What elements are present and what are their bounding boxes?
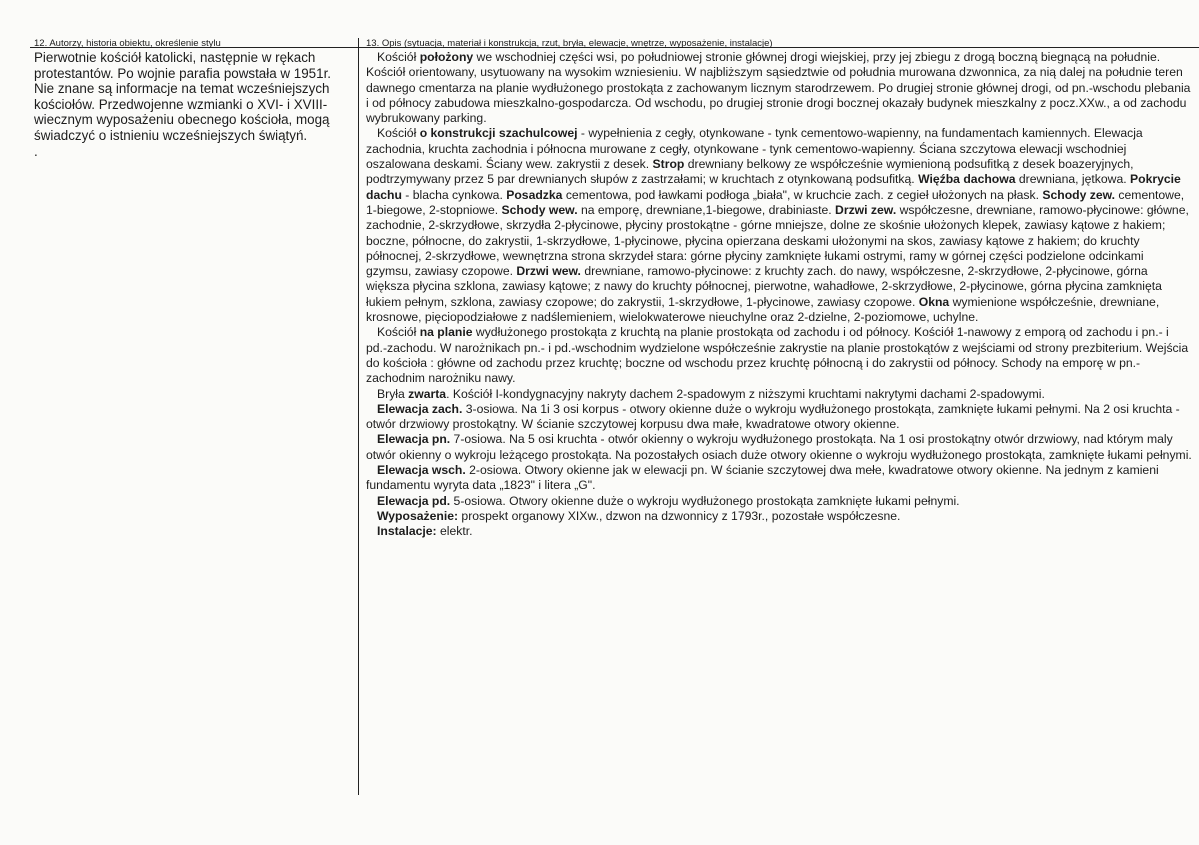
- bold-term: Drzwi zew.: [835, 202, 897, 217]
- history-line: wiecznym wyposażeniu obecnego kościoła, mogą: [34, 112, 330, 128]
- column-divider: [358, 38, 359, 795]
- bold-term: Schody wew.: [501, 202, 578, 217]
- text-run: współczesne, drewniane, ramowo-płycinowe: główne, zachodnie, 2-skrzydłowe, skrzydła 2-płycinowe, płyciny prostokątne - górne mniejsze, dolne ze skośnie ułożonych klepek, zawiasy kątowe z hakiem; boczne, północne, do zakrystii, 1-skrzydłowe, 1-płycinowe, płycina opierzana deskami ułożonymi na skos, zawiasy kątowe z hakiem; do kruchty północnej, 2-skrzydłowe, wewnętrzna strona skrzydeł stara: górne płyciny zamknięte łukami ostrymi, ramy w górnej części podzielone odcinkami gzymsu, zawiasy czopowe.: [366, 202, 1189, 279]
- bold-term: Drzwi wew.: [516, 264, 581, 279]
- text-run: Bryła: [377, 386, 409, 401]
- text-run: na emporę, drewniane,1-biegowe, drabiniaste.: [577, 202, 836, 217]
- text-run: elektr.: [436, 524, 473, 539]
- bold-term: Elewacja zach.: [377, 401, 463, 416]
- section-12-body: [34, 50, 352, 159]
- text-run: 3-osiowa. Na 1i 3 osi korpus - otwory okienne duże o wykroju wydłużonego prostokąta, zamknięte łukami pełnymi. Na 2 osi kruchta - otwór drzwiowy prostokątny. W ścianie szczytowej korpusu dwa małe, kwadratowe otwory okienne.: [366, 401, 1180, 432]
- text-run: - blacha cynkowa.: [401, 187, 507, 202]
- text-run: wydłużonego prostokąta z kruchtą na planie prostokąta od zachodu i od północy. Kościół 1-nawowy z emporą od zachodu i pn.- i pd.-zachodu. W narożnikach pn.- i pd.-wschodnim wydzielone współcześnie zakrystie na planie prostokątów z wejściami od strony prezbiterium. Wejścia do kościoła : główne od zachodu przez kruchtę; boczne od wschodu przez kruchtę północną i do zakrystii od północy. Schody na emporę w pn.-zachodnim narożniku nawy.: [366, 325, 1189, 386]
- history-line: .: [34, 143, 38, 159]
- paragraph-construction: [366, 126, 1192, 325]
- paragraph-massing: [366, 387, 1192, 402]
- history-line: protestantów. Po wojnie parafia powstała w 1951r.: [34, 65, 332, 81]
- text-run: Kościół: [377, 50, 420, 64]
- bold-term: Schody zew.: [1042, 187, 1116, 202]
- text-run: . Kościół I-kondygnacyjny nakryty dachem 2-spadowym z niższymi kruchtami nakrytymi dachami 2-spadowymi.: [446, 386, 1045, 401]
- text-run: - wypełnienia z cegły, otynkowane - tynk cementowo-wapienny, na fundamentach kamiennych. Elewacja zachodnia, kruchta zachodnia i północna murowane z cegły, otynkowane - tynk cementowo-wapienny. Ściana szczytowa elewacji wschodniej oszalowana deskami. Ściany wew. zakrystii z desek.: [366, 126, 1143, 172]
- bold-term: Elewacja pn.: [377, 432, 451, 447]
- text-run: 2-osiowa. Otwory okienne jak w elewacji pn. W ścianie szczytowej dwa mełe, kwadratowe otwory okienne. Na jednym z kamieni fundamentu wyryta data „1823" i litera „G".: [366, 463, 1159, 493]
- bold-term: położony: [419, 50, 474, 64]
- section-13-header: 13. Opis (sytuacja, materiał i konstrukcja, rzut, bryła, elewacje, wnętrze, wyposażenie, instalacje): [366, 38, 773, 49]
- text-run: Kościół: [377, 325, 420, 340]
- paragraph-east-elevation: [366, 463, 1192, 494]
- text-run: drewniana, jętkowa.: [1015, 172, 1130, 187]
- bold-term: o konstrukcji szachulcowej: [419, 126, 578, 141]
- bold-term: na planie: [419, 325, 473, 340]
- bold-term: Elewacja wsch.: [377, 463, 466, 478]
- text-run: cementowe, 1-biegowe, 2-stopniowe.: [366, 187, 1185, 217]
- text-run: 7-osiowa. Na 5 osi kruchta - otwór okienny o wykroju wydłużonego prostokąta. Na 1 osi prostokątny otwór drzwiowy, nad którym maly otwór okienny o wykroju leżącego prostokąta. Na pozostałych osiach duże otwory okienne o wykroju wydłużonego prostokąta, zamknięte łukami pełnymi.: [366, 432, 1192, 462]
- history-line: świadczyć o istnieniu wcześniejszych świątyń.: [34, 127, 308, 143]
- paragraph-installations: [366, 524, 1192, 539]
- bold-term: Okna: [918, 294, 950, 309]
- text-run: wymienione współcześnie, drewniane, krosnowe, pięciopodziałowe z nadślemieniem, wielokwaterowe nieuchylne oraz 2-dzielne, 2-poziomowe, uchylne.: [366, 294, 1160, 325]
- bold-term: Wyposażenie:: [377, 508, 459, 523]
- paragraph-plan: [366, 325, 1192, 386]
- bold-term: Pokrycie dachu: [366, 172, 1181, 202]
- section-12-header: 12. Autorzy, historia obiektu, określenie stylu: [34, 38, 221, 49]
- text-run: we wschodniej części wsi, po południowej stronie głównej drogi wiejskiej, przy jej zbiegu z drogą boczną biegnącą na południe. Kościół orientowany, usytuowany na wysokim wzniesieniu. W najbliższym sąsiedztwie od południa murowana dzwonnica, za nią dalej na południe teren dawnego cmentarza na planie wydłużonego prostokąta z zachowanym licznym starodrzewem. Po drugiej stronie głównej drogi, od pn.-wschodu plebania i od północy zabudowa mieszkalno-gospodarcza. Od wschodu, po drugiej stronie drogi bocznej okazały budynek mieszkalny z pocz.XXw., a od zachodu wybrukowany parking.: [366, 50, 1191, 126]
- text-run: prospekt organowy XIXw., dzwon na dzwonnicy z 1793r., pozostałe współczesne.: [458, 508, 901, 523]
- text-run: 5-osiowa. Otwory okienne duże o wykroju wydłużonego prostokąta zamknięte łukami pełnymi.: [450, 493, 960, 508]
- paragraph-south-elevation: [366, 494, 1192, 509]
- bold-term: Instalacje:: [377, 524, 437, 539]
- history-line: Pierwotnie kościół katolicki, następnie w rękach: [34, 50, 316, 65]
- text-run: drewniane, ramowo-płycinowe: z kruchty zach. do nawy, współczesne, 2-skrzydłowe, 2-płycinowe, górna większa płycina szklona, zawiasy kątowe; z nawy do kruchty północnej, pierwotne, wahadłowe, 2-skrzydłowe, 2-płycinowe, górna płycina zamknięta łukiem pełnym, szklona, zawiasy czopowe; do zakrystii, 1-skrzydłowe, 1-płycinowe, zawiasy czopowe.: [366, 264, 1162, 309]
- paragraph-west-elevation: [366, 402, 1192, 433]
- paragraph-north-elevation: [366, 432, 1192, 463]
- text-run: drewniany belkowy ze współcześnie wymienioną podsufitką z desek boazeryjnych, podtrzymywany przez 5 par drewnianych słupów z zastrzałami; w kruchtach z otynkowaną podsufitką.: [366, 157, 1134, 187]
- section-13: [366, 38, 1192, 540]
- paragraph-furnishings: [366, 509, 1192, 524]
- section-13-body: [366, 50, 1192, 540]
- bold-term: Więźba dachowa: [918, 172, 1016, 187]
- section-12: [34, 38, 352, 159]
- history-line: Nie znane są informacje na temat wcześniejszych: [34, 81, 330, 97]
- paragraph-location: [366, 50, 1192, 126]
- bold-term: Posadzka: [506, 187, 563, 202]
- bold-term: zwarta: [408, 386, 447, 401]
- text-run: Kościół: [377, 126, 420, 141]
- history-line: kościołów. Przedwojenne wzmianki o XVI- i XVIII-: [34, 96, 328, 112]
- bold-term: Elewacja pd.: [377, 493, 451, 508]
- text-run: cementowa, pod ławkami podłoga „biała", w kruchcie zach. z cegieł ułożonych na płask.: [562, 187, 1043, 202]
- bold-term: Strop: [652, 157, 685, 172]
